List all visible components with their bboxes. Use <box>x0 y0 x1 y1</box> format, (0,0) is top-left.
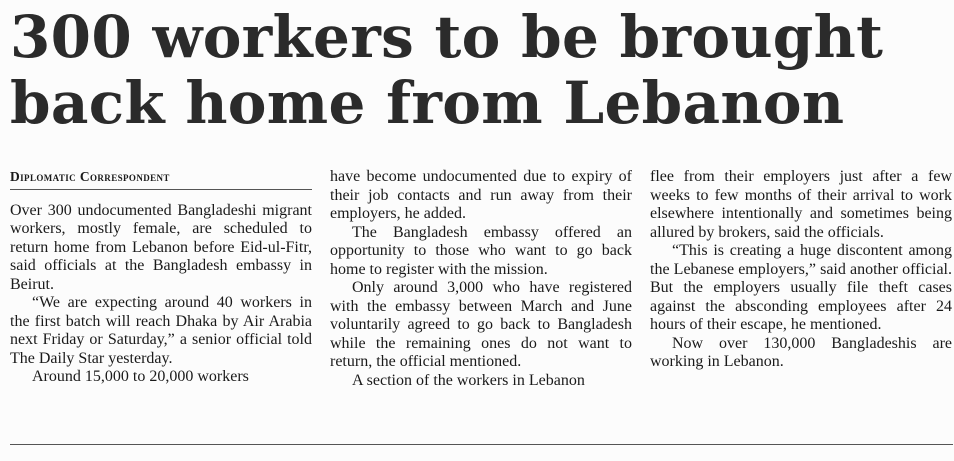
article-column-1 <box>10 168 312 387</box>
bottom-rule <box>10 444 953 445</box>
headline <box>10 4 945 136</box>
paragraph: “This is creating a huge discontent among the Lebanese employers,” said another official. But the employers usually file theft cases against the absconding employees after 24 hours of their escape, he mentioned. <box>650 242 952 333</box>
headline-line-2: back home from Lebanon <box>10 69 845 137</box>
paragraph: flee from their employers just after a few weeks to few months of their arrival to work elsewhere intentionally and sometimes being allured by brokers, said the officials. <box>650 168 952 241</box>
headline-line-1: 300 workers to be brought <box>10 3 884 71</box>
paragraph: “We are expecting around 40 workers in the first batch will reach Dhaka by Air Arabia next Friday or Saturday,” a senior official told The Daily Star yesterday. <box>10 294 312 367</box>
paragraph: Around 15,000 to 20,000 workers <box>32 368 249 385</box>
paragraph: A section of the workers in Lebanon <box>352 371 585 389</box>
paragraph: Only around 3,000 who have registered with the embassy between March and June voluntarily agreed to go back to Bangladesh while the remaining ones do not want to return, the official mentioned. <box>330 279 632 370</box>
paragraph: have become undocumented due to expiry of their job contacts and run away from their employers, he added. <box>330 168 632 222</box>
paragraph: Now over 130,000 Bangladeshis are working in Lebanon. <box>650 334 952 370</box>
paragraph: Over 300 undocumented Bangladeshi migrant workers, mostly female, are scheduled to return home from Lebanon before Eid-ul-Fitr, said officials at the Bangladesh embassy in Beirut. <box>10 201 312 293</box>
article-column-2 <box>330 168 632 390</box>
byline: Diplomatic Correspondent <box>10 168 312 190</box>
article-column-3 <box>650 168 952 372</box>
paragraph: The Bangladesh embassy offered an opportunity to those who want to go back home to register with the mission. <box>330 223 632 278</box>
